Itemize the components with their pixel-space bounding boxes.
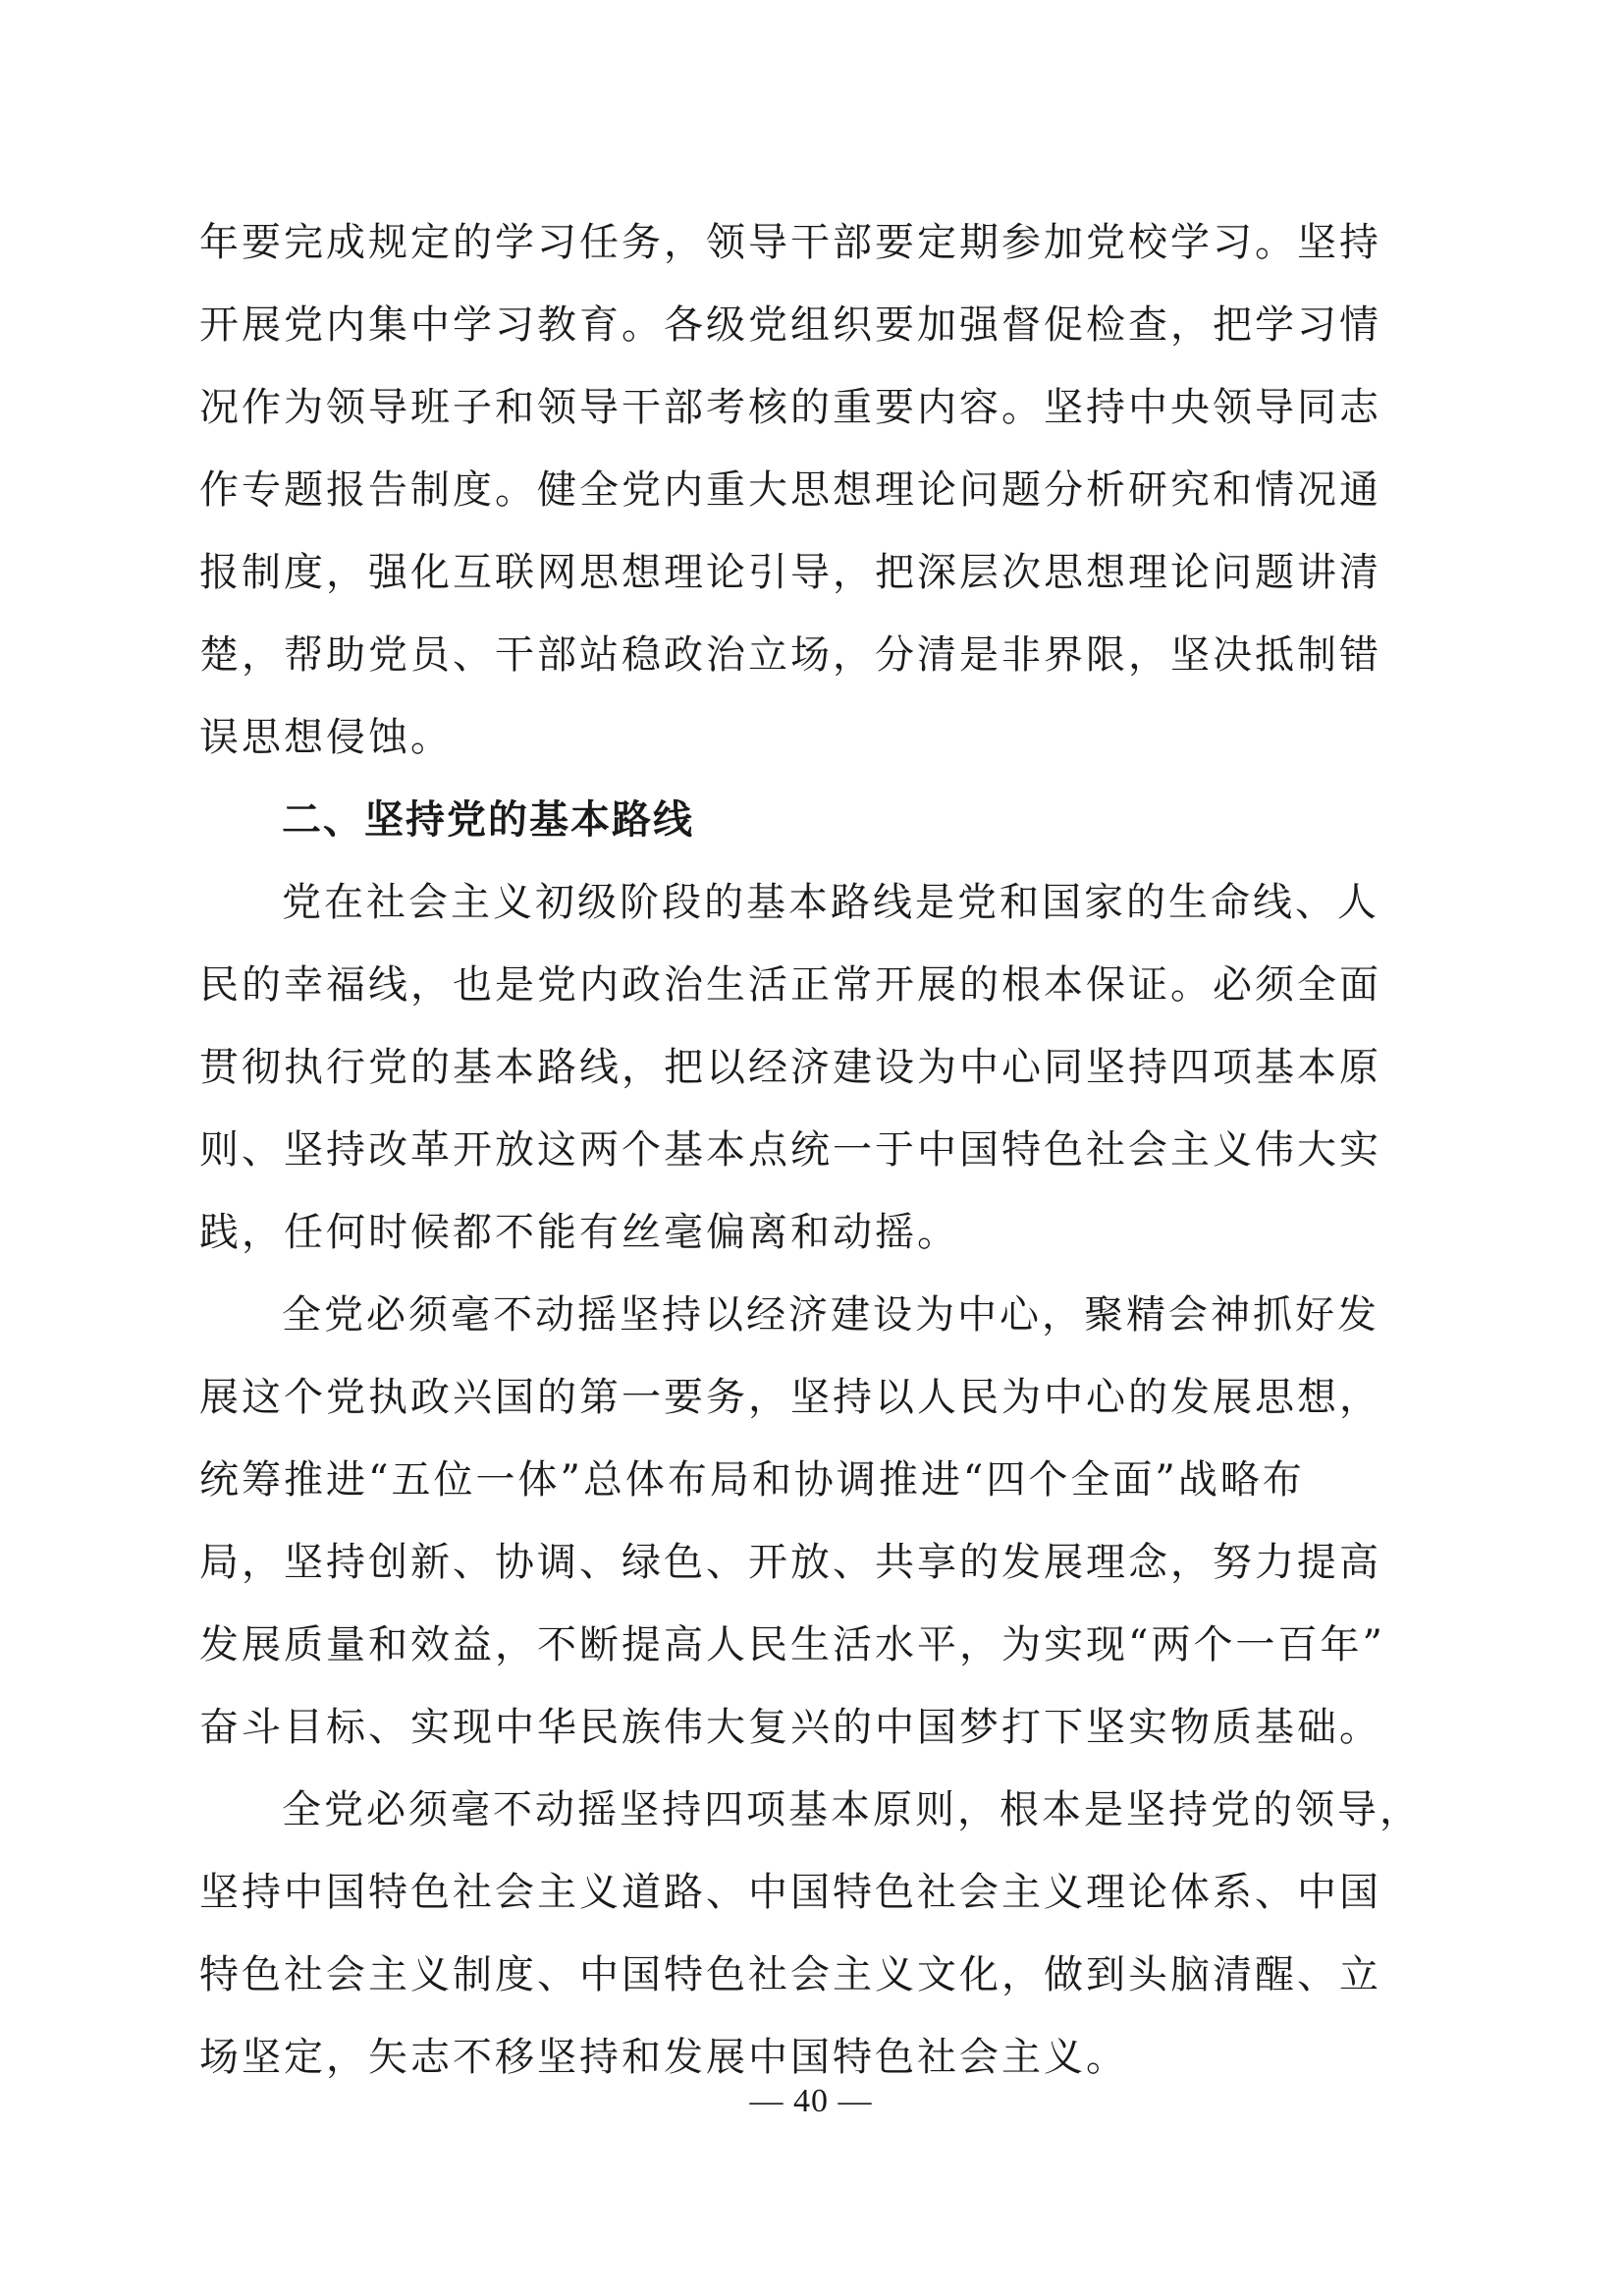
text-line: 则、坚持改革开放这两个基本点统一于中国特色社会主义伟大实 — [199, 1127, 1381, 1173]
text-line: 况作为领导班子和领导干部考核的重要内容。坚持中央领导同志 — [199, 385, 1381, 430]
body-text — [199, 201, 1438, 2099]
text-line: 全党必须毫不动摇坚持以经济建设为中心，聚精会神抓好发 — [282, 1292, 1379, 1338]
text-line: 展这个党执政兴国的第一要务，坚持以人民为中心的发展思想， — [199, 1375, 1381, 1420]
text-line: 贯彻执行党的基本路线，把以经济建设为中心同坚持四项基本原 — [199, 1045, 1381, 1090]
paragraph — [199, 1274, 1438, 1769]
text-line: 楚，帮助党员、干部站稳政治立场，分清是非界限，坚决抵制错 — [199, 632, 1381, 678]
paragraph — [199, 1769, 1438, 2099]
text-line: 报制度，强化互联网思想理论引导，把深层次思想理论问题讲清 — [199, 550, 1381, 595]
text-line: 场坚定，矢志不移坚持和发展中国特色社会主义。 — [199, 2035, 1128, 2080]
text-line: 年要完成规定的学习任务，领导干部要定期参加党校学习。坚持 — [199, 220, 1381, 265]
section-heading: 二、坚持党的基本路线 — [282, 797, 694, 843]
text-line: 民的幸福线，也是党内政治生活正常开展的根本保证。必须全面 — [199, 962, 1381, 1008]
text-line: 局，坚持创新、协调、绿色、开放、共享的发展理念，努力提高 — [199, 1540, 1381, 1585]
text-line: 特色社会主义制度、中国特色社会主义文化，做到头脑清醒、立 — [199, 1952, 1381, 1997]
text-line: 统筹推进“五位一体”总体布局和协调推进“四个全面”战略布 — [199, 1457, 1305, 1503]
page-number: — 40 — — [749, 2083, 873, 2119]
paragraph-continuation — [199, 201, 1438, 779]
text-line: 奋斗目标、实现中华民族伟大复兴的中国梦打下坚实物质基础。 — [199, 1705, 1381, 1750]
text-line: 误思想侵蚀。 — [199, 715, 453, 760]
text-line: 践，任何时候都不能有丝毫偏离和动摇。 — [199, 1210, 959, 1255]
text-line: 发展质量和效益，不断提高人民生活水平，为实现“两个一百年” — [199, 1622, 1385, 1667]
paragraph — [199, 861, 1438, 1274]
text-line: 党在社会主义初级阶段的基本路线是党和国家的生命线、人 — [282, 880, 1379, 925]
text-line: 全党必须毫不动摇坚持四项基本原则，根本是坚持党的领导， — [282, 1787, 1422, 1832]
text-line: 开展党内集中学习教育。各级党组织要加强督促检查，把学习情 — [199, 302, 1381, 348]
text-line: 坚持中国特色社会主义道路、中国特色社会主义理论体系、中国 — [199, 1870, 1381, 1915]
text-line: 作专题报告制度。健全党内重大思想理论问题分析研究和情况通 — [199, 467, 1381, 513]
